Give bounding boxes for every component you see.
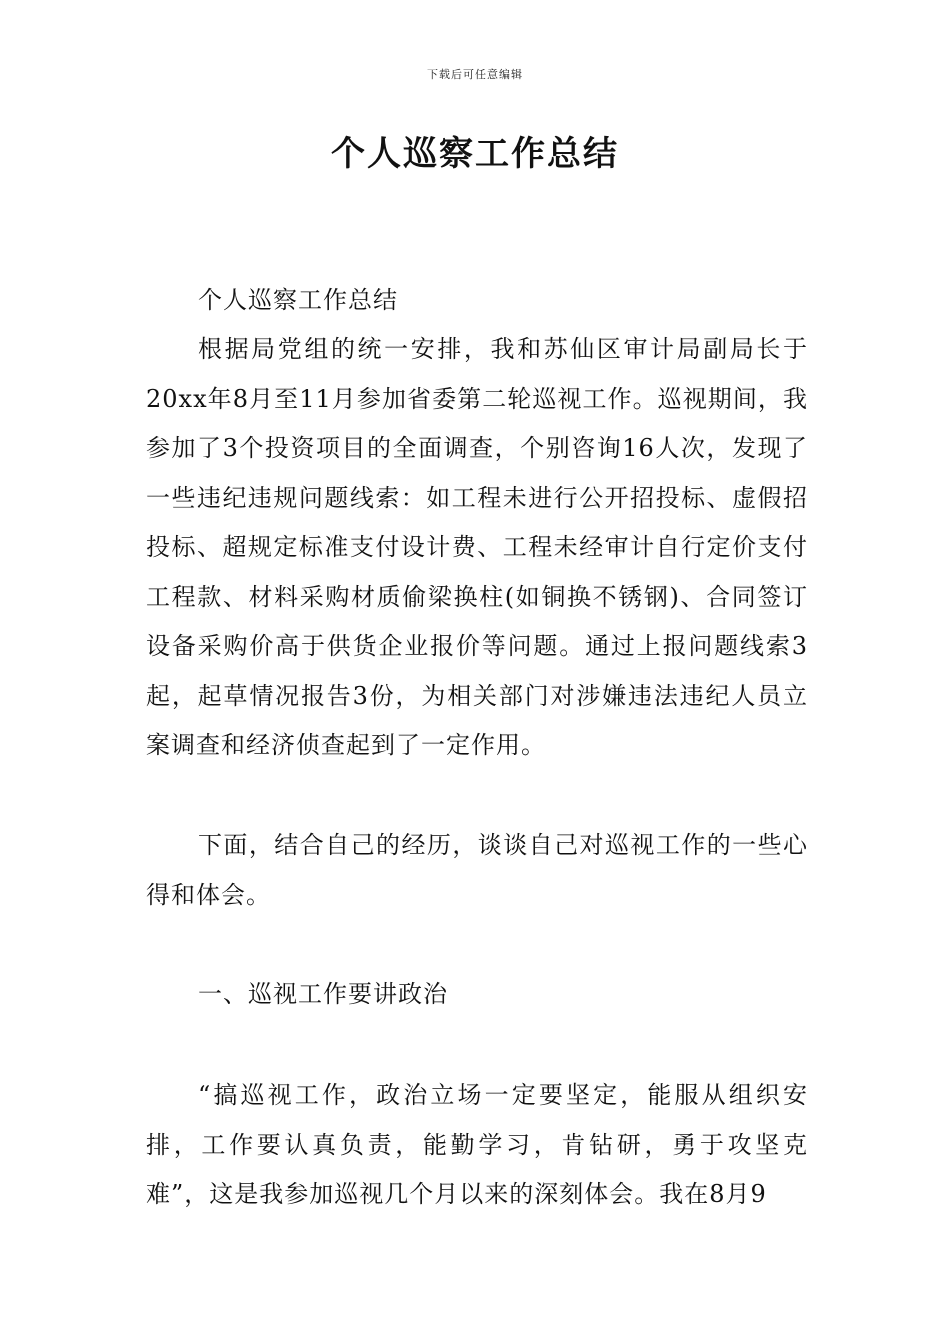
header-note: 下载后可任意编辑 [427,68,523,81]
body-paragraph-main: 根据局党组的统一安排，我和苏仙区审计局副局长于20xx年8月至11月参加省委第二轮巡视工作。巡视期间，我参加了3个投资项目的全面调查，个别咨询16人次，发现了一些违纪违规问题线索：如工程未进行公开招投标、虚假招投标、超规定标准支付设计费、工程未经审计自行定价支付工程款、材料采购材质偷梁换柱(如铜换不锈钢)、合同签订设备采购价高于供货企业报价等问题。通过上报问题线索3起，起草情况报告3份，为相关部门对涉嫌违法违纪人员立案调查和经济侦查起到了一定作用。 [146,335,808,759]
body-paragraph-intro: 下面，结合自己的经历，谈谈自己对巡视工作的一些心得和体会。 [146,831,808,909]
body-paragraph-quote: “搞巡视工作，政治立场一定要坚定，能服从组织安排，工作要认真负责，能勤学习，肯钻研，勇于攻坚克难”，这是我参加巡视几个月以来的深刻体会。我在8月9 [146,1081,808,1208]
document-title: 个人巡察工作总结 [331,134,619,174]
subtitle-paragraph: 个人巡察工作总结 [198,286,398,314]
section-heading: 一、巡视工作要讲政治 [198,980,448,1008]
